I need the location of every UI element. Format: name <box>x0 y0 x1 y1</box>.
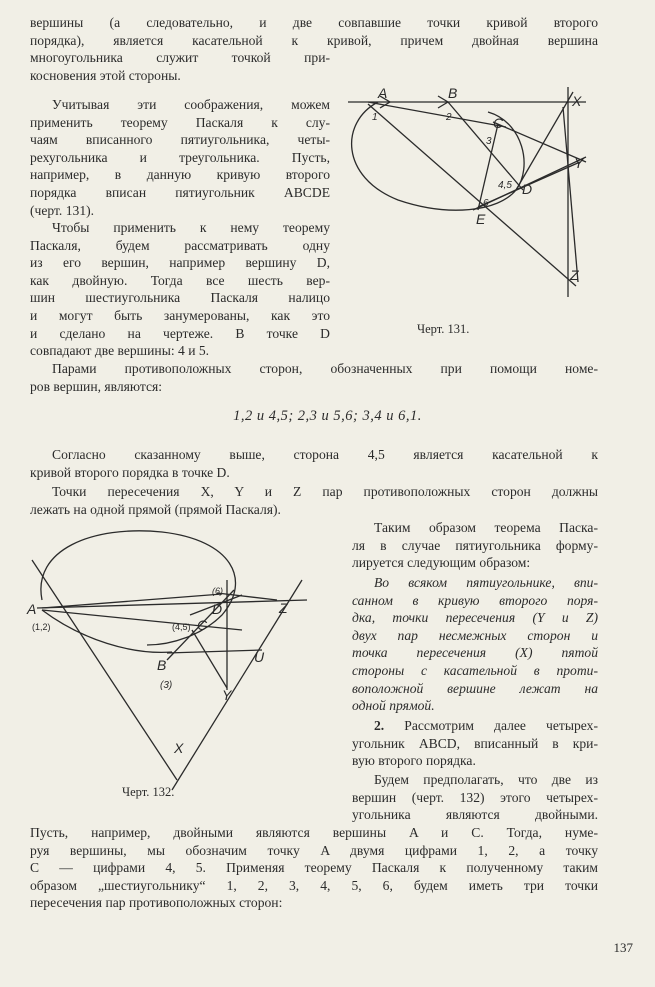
text-line: кривой второго порядка в точке D. <box>30 464 230 480</box>
text-line: как двойную. Тогда все шесть вер- <box>30 272 330 288</box>
label-n2: 2 <box>446 112 452 123</box>
label-n1: 1 <box>372 112 378 123</box>
paragraph-5 <box>30 446 598 481</box>
label-n3: 3 <box>486 136 492 147</box>
text-line: косновения этой стороны. <box>30 67 181 83</box>
text-line: Парами противоположных сторон, обозначенных при помощи номе- <box>52 361 598 376</box>
text-line: санном в кривую второго поря- <box>352 592 598 608</box>
paragraph-2 <box>30 96 330 219</box>
text-line: Будем предполагать, что две из <box>374 772 598 787</box>
text-line: порядка вписан пятиугольник ABCDE <box>30 184 330 200</box>
text-line: дка, точки пересечения (Y и Z) <box>352 610 598 626</box>
text-line: совпадают две вершины: 4 и 5. <box>30 343 210 359</box>
text-line: Учитывая эти соображения, можем <box>52 97 330 112</box>
paragraph-10 <box>30 824 598 912</box>
label-a: A <box>27 601 37 617</box>
label-n6: (6) <box>212 586 223 596</box>
label-n45: (4,5) <box>172 622 191 632</box>
page-number: 137 <box>613 940 633 955</box>
label-n6: 6 <box>483 198 489 209</box>
text-line: Чтобы применить к нему теорему <box>52 220 330 235</box>
text-line: точка пересечения (X) пятой <box>352 645 598 661</box>
text-line: C — цифрами 4, 5. Применяя теорему Паскаля к полученному таким <box>30 860 598 876</box>
text-line: Во всяком пятиугольнике, впи- <box>374 575 598 590</box>
text-line: одной прямой. <box>352 698 435 714</box>
label-n12: (1,2) <box>32 622 51 632</box>
section-number: 2. <box>374 718 385 733</box>
label-z: Z <box>570 267 579 283</box>
text-line: угольник ABCD, вписанный в кри- <box>352 735 598 751</box>
text-line: например, в данную кривую второго <box>30 167 330 183</box>
text-line: из его вершин, например вершину D, <box>30 255 330 271</box>
label-d: D <box>212 601 223 617</box>
text-line: руя вершины, мы обозначим точку A двумя цифрами 1, 2, а точку <box>30 842 598 858</box>
label-b: B <box>157 657 167 673</box>
text-line: Согласно сказанному выше, сторона 4,5 является касательной к <box>52 447 598 462</box>
label-e: E <box>476 211 486 227</box>
line-ad <box>42 594 222 608</box>
label-x: X <box>174 740 184 756</box>
text-line: образом „шестиугольнику“ 1, 2, 3, 4, 5, 6, будем иметь три точки <box>30 877 598 893</box>
label-y: Y <box>222 687 232 703</box>
label-u: U <box>254 649 265 665</box>
text-line: и могут быть занумерованы, как это <box>30 307 330 323</box>
text-line: Паскаля, будем рассматривать одну <box>30 237 330 253</box>
paragraph-8 <box>352 717 598 770</box>
text-line: Пусть, например, двойными являются вершины A и C. Тогда, нуме- <box>30 825 598 840</box>
figure-131-caption: Черт. 131. <box>417 322 470 336</box>
label-c: C <box>197 617 208 633</box>
paragraph-6 <box>30 483 598 518</box>
paragraph-3 <box>30 219 330 360</box>
line-cy <box>192 630 227 688</box>
label-n45: 4,5 <box>498 180 512 191</box>
paragraph-4 <box>30 360 598 395</box>
line-bu <box>167 650 262 653</box>
text-line: лируется следующим образом: <box>352 555 531 571</box>
text-line: Таким образом теорема Паска- <box>374 520 598 535</box>
text-line: ров вершин, являются: <box>30 378 163 394</box>
text-line: шин шестиугольника Паскаля налицо <box>30 290 330 306</box>
line-az <box>368 104 576 286</box>
label-d: D <box>522 181 533 197</box>
label-a: A <box>378 85 388 101</box>
text-line: применить теорему Паскаля к слу- <box>30 114 330 130</box>
text-line: вую второго порядка. <box>352 753 476 769</box>
label-b: B <box>448 85 458 101</box>
label-n3: (3) <box>160 680 173 691</box>
text-line: лежать на одной прямой (прямой Паскаля). <box>30 501 281 517</box>
line-cy <box>493 122 586 162</box>
text-line: чаям вписанного пятиугольника, четы- <box>30 132 330 148</box>
line-ac <box>368 102 506 127</box>
text-line: многоугольника служит точкой при- <box>30 50 330 65</box>
text-line: порядка), является касательной к кривой, причем двойная вершина <box>30 32 598 48</box>
text-line: рехугольника и треугольника. Пусть, <box>30 149 330 165</box>
line-ax <box>32 560 177 780</box>
top-paragraph <box>30 14 598 49</box>
text-line <box>352 717 598 735</box>
line-xz <box>563 107 578 282</box>
text-line: вершин (черт. 132) этого четырех- <box>352 789 598 805</box>
text-line: двух пар несмежных сторон и <box>352 627 598 643</box>
text-line: и сделано на чертеже. В точке D <box>30 325 330 341</box>
text-line: пересечения пар противоположных сторон: <box>30 895 283 911</box>
figure-132-caption: Черт. 132. <box>122 785 175 799</box>
label-z: Z <box>279 600 288 616</box>
label-c: C <box>493 115 504 131</box>
paragraph-7 <box>352 519 598 572</box>
text-line: вершины (а следовательно, и две совпавшие точки кривой второго <box>30 15 598 30</box>
text-line: угольника являются двойными. <box>352 807 598 823</box>
figure-132 <box>22 520 332 810</box>
label-y: Y <box>574 155 584 171</box>
figure-131 <box>338 82 600 320</box>
paragraph-9 <box>352 771 598 824</box>
theorem <box>352 574 598 715</box>
text-line: стороны с касательной в проти- <box>352 662 598 678</box>
line-dx <box>516 92 573 190</box>
top-paragraph-cont <box>30 49 330 84</box>
text-line: ля в случае пятиугольника форму- <box>352 537 598 553</box>
line-az <box>37 600 307 608</box>
label-x: X <box>572 93 582 109</box>
text-line: Точки пересечения X, Y и Z пар противоположных сторон должны <box>52 484 598 499</box>
text-line: (черт. 131). <box>30 202 95 218</box>
text-line-content: Рассмотрим далее четырех- <box>404 718 598 733</box>
text-line: воположной вершине лежат на <box>352 680 598 696</box>
formula-pairs: 1,2 и 4,5; 2,3 и 5,6; 3,4 и 6,1. <box>233 408 422 424</box>
